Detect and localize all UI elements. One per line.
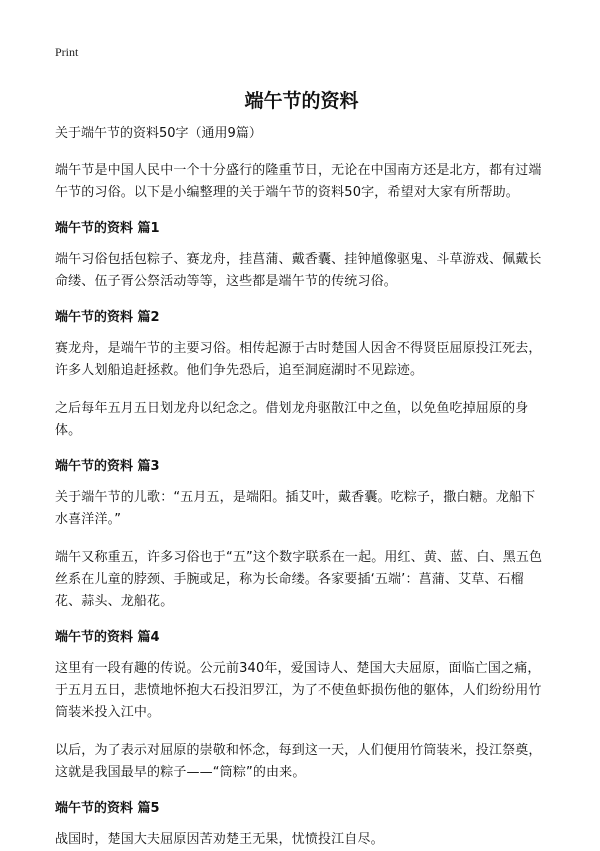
section-5 xyxy=(55,799,548,851)
section-paragraph: 这里有一段有趣的传说。公元前340年，爱国诗人、楚国大夫屈原，面临亡国之痛，于五月五日，悲愤地怀抱大石投汨罗江，为了不使鱼虾损伤他的躯体，人们纷纷用竹筒装米投入江中。 xyxy=(55,661,542,720)
section-paragraph: 战国时，楚国大夫屈原因苦劝楚王无果，忧愤投江自尽。 xyxy=(55,832,384,847)
section-paragraph: 赛龙舟，是端午节的主要习俗。相传起源于古时楚国人因舍不得贤臣屈原投江死去，许多人划船追赶拯救。他们争先恐后，追至洞庭湖时不见踪迹。 xyxy=(55,341,542,378)
section-heading: 端午节的资料 篇2 xyxy=(55,310,160,325)
section-heading: 端午节的资料 篇4 xyxy=(55,630,160,645)
page-title: 端午节的资料 xyxy=(244,90,359,112)
section-body xyxy=(55,338,548,442)
section-2 xyxy=(55,308,548,442)
section-body xyxy=(55,658,548,784)
section-heading: 端午节的资料 篇5 xyxy=(55,801,160,816)
section-body xyxy=(55,487,548,613)
section-heading: 端午节的资料 篇3 xyxy=(55,459,160,474)
section-body xyxy=(55,829,548,851)
section-paragraph: 之后每年五月五日划龙舟以纪念之。借划龙舟驱散江中之鱼，以免鱼吃掉屈原的身体。 xyxy=(55,401,529,438)
section-3 xyxy=(55,457,548,613)
section-4 xyxy=(55,628,548,784)
section-paragraph: 以后，为了表示对屈原的崇敬和怀念，每到这一天，人们便用竹筒装米，投江祭奠，这就是我国最早的粽子——“筒粽”的由来。 xyxy=(55,743,542,780)
print-link[interactable]: Print xyxy=(55,45,79,59)
document-subtitle: 关于端午节的资料50字（通用9篇） xyxy=(55,126,262,141)
intro-paragraph: 端午节是中国人民中一个十分盛行的隆重节日，无论在中国南方还是北方，都有过端午节的习俗。以下是小编整理的关于端午节的资料50字，希望对大家有所帮助。 xyxy=(55,163,542,200)
section-heading: 端午节的资料 篇1 xyxy=(55,221,160,236)
section-body xyxy=(55,249,548,293)
section-paragraph: 关于端午节的儿歌：“五月五，是端阳。插艾叶，戴香囊。吃粽子，撒白糖。龙船下水喜洋洋。” xyxy=(55,490,536,527)
section-paragraph: 端午习俗包括包粽子、赛龙舟，挂菖蒲、戴香囊、挂钟馗像驱鬼、斗草游戏、佩戴长命缕、伍子胥公祭活动等等，这些都是端午节的传统习俗。 xyxy=(55,252,542,289)
section-1 xyxy=(55,219,548,293)
section-paragraph: 端午又称重五，许多习俗也于“五”这个数字联系在一起。用红、黄、蓝、白、黑五色丝系在儿童的脖颈、手腕或足，称为长命缕。各家要插‘五端’：菖蒲、艾草、石榴花、蒜头、龙船花。 xyxy=(55,550,543,609)
